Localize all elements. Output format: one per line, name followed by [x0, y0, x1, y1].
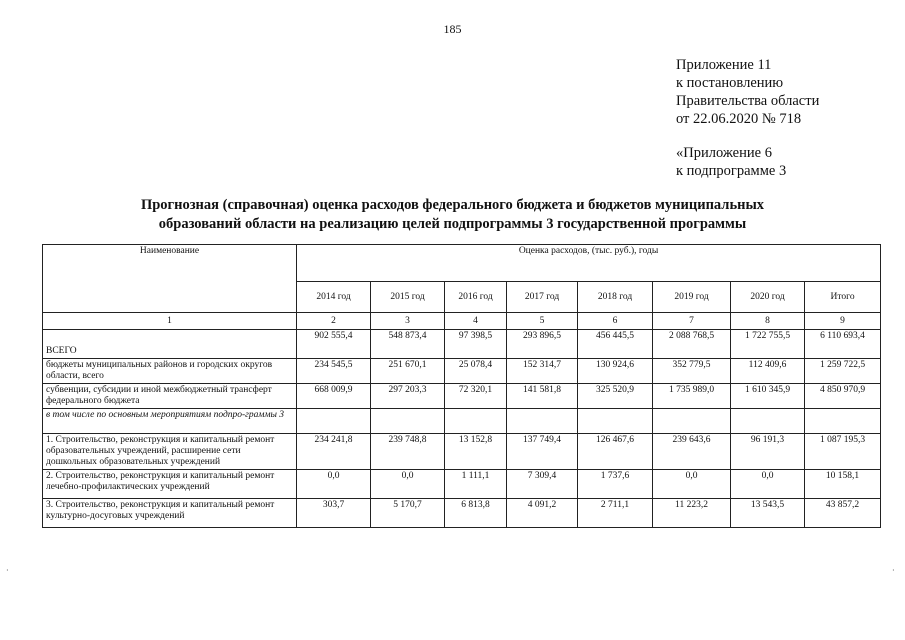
column-number: 3 — [371, 313, 445, 330]
cell-value: 1 737,6 — [578, 470, 653, 499]
cell-value: 456 445,5 — [578, 330, 653, 359]
cell-value: 0,0 — [371, 470, 445, 499]
header-year: 2019 год — [653, 282, 731, 313]
expenditure-table — [42, 244, 881, 528]
column-number: 6 — [578, 313, 653, 330]
table-row — [43, 384, 881, 409]
cell-value: 293 896,5 — [507, 330, 578, 359]
row-name: 3. Строительство, реконструкция и капитальный ремонт культурно-досуговых учреждений — [43, 499, 297, 528]
cell-value: 548 873,4 — [371, 330, 445, 359]
table-row — [43, 434, 881, 470]
table-row — [43, 470, 881, 499]
cell-value: 0,0 — [297, 470, 371, 499]
cell-value — [507, 409, 578, 434]
cell-value: 234 241,8 — [297, 434, 371, 470]
cell-value: 25 078,4 — [445, 359, 507, 384]
cell-value: 5 170,7 — [371, 499, 445, 528]
cell-value: 1 735 989,0 — [653, 384, 731, 409]
cell-value: 0,0 — [731, 470, 805, 499]
cell-value: 141 581,8 — [507, 384, 578, 409]
appendix-line: к постановлению — [676, 75, 784, 91]
row-name: в том числе по основным мероприятиям подпро-граммы 3 — [43, 409, 297, 434]
cell-value — [578, 409, 653, 434]
cell-value: 234 545,5 — [297, 359, 371, 384]
header-year: 2018 год — [578, 282, 653, 313]
column-number: 8 — [731, 313, 805, 330]
scan-edge-mark: · — [6, 566, 9, 575]
appendix-line: от 22.06.2020 № 718 — [676, 111, 802, 127]
cell-value: 72 320,1 — [445, 384, 507, 409]
row-name: 2. Строительство, реконструкция и капитальный ремонт лечебно-профилактических учреждений — [43, 470, 297, 499]
cell-value: 126 467,6 — [578, 434, 653, 470]
cell-value: 1 722 755,5 — [731, 330, 805, 359]
appendix-line: «Приложение 6 — [676, 145, 772, 161]
cell-value: 239 748,8 — [371, 434, 445, 470]
cell-value: 1 610 345,9 — [731, 384, 805, 409]
column-number: 4 — [445, 313, 507, 330]
cell-value — [805, 409, 881, 434]
cell-value: 4 091,2 — [507, 499, 578, 528]
table-row-total — [43, 330, 881, 359]
cell-value: 1 111,1 — [445, 470, 507, 499]
cell-value: 152 314,7 — [507, 359, 578, 384]
cell-value — [371, 409, 445, 434]
header-year: 2016 год — [445, 282, 507, 313]
row-name: бюджеты муниципальных районов и городских округов области, всего — [43, 359, 297, 384]
table-row — [43, 499, 881, 528]
cell-value: 352 779,5 — [653, 359, 731, 384]
cell-value: 11 223,2 — [653, 499, 731, 528]
cell-value: 2 088 768,5 — [653, 330, 731, 359]
table-row — [43, 359, 881, 384]
cell-value — [297, 409, 371, 434]
cell-value: 4 850 970,9 — [805, 384, 881, 409]
cell-value: 251 670,1 — [371, 359, 445, 384]
cell-value: 902 555,4 — [297, 330, 371, 359]
cell-value: 137 749,4 — [507, 434, 578, 470]
cell-value: 6 110 693,4 — [805, 330, 881, 359]
table-row-subheading — [43, 409, 881, 434]
cell-value: 1 087 195,3 — [805, 434, 881, 470]
cell-value: 96 191,3 — [731, 434, 805, 470]
header-name: Наименование — [43, 245, 297, 313]
cell-value: 0,0 — [653, 470, 731, 499]
appendix-line: к подпрограмме 3 — [676, 163, 787, 179]
title-line: Прогнозная (справочная) оценка расходов федерального бюджета и бюджетов муниципальных — [140, 197, 765, 213]
scan-edge-mark: · — [892, 566, 895, 575]
cell-value — [445, 409, 507, 434]
cell-value — [731, 409, 805, 434]
cell-value: 112 409,6 — [731, 359, 805, 384]
cell-value: 7 309,4 — [507, 470, 578, 499]
column-number: 9 — [805, 313, 881, 330]
cell-value: 297 203,3 — [371, 384, 445, 409]
header-total: Итого — [805, 282, 881, 313]
cell-value: 325 520,9 — [578, 384, 653, 409]
appendix-line: Приложение 11 — [676, 57, 772, 73]
cell-value: 239 643,6 — [653, 434, 731, 470]
appendix-line: Правительства области — [676, 93, 820, 109]
subprogram-appendix-reference — [676, 144, 786, 180]
header-year: 2014 год — [297, 282, 371, 313]
cell-value: 130 924,6 — [578, 359, 653, 384]
title-line: образований области на реализацию целей подпрограммы 3 государственной программы — [158, 216, 747, 232]
header-expense-estimate: Оценка расходов, (тыс. руб.), годы — [297, 245, 881, 282]
cell-value: 97 398,5 — [445, 330, 507, 359]
header-year: 2017 год — [507, 282, 578, 313]
header-year: 2015 год — [371, 282, 445, 313]
row-name: ВСЕГО — [43, 330, 297, 359]
header-year: 2020 год — [731, 282, 805, 313]
cell-value: 6 813,8 — [445, 499, 507, 528]
cell-value: 2 711,1 — [578, 499, 653, 528]
column-number: 2 — [297, 313, 371, 330]
cell-value: 668 009,9 — [297, 384, 371, 409]
column-number: 1 — [43, 313, 297, 330]
row-name: субвенции, субсидии и иной межбюджетный трансферт федерального бюджета — [43, 384, 297, 409]
cell-value: 1 259 722,5 — [805, 359, 881, 384]
cell-value: 10 158,1 — [805, 470, 881, 499]
document-title — [0, 196, 905, 234]
cell-value: 303,7 — [297, 499, 371, 528]
column-number: 5 — [507, 313, 578, 330]
page-number: 185 — [443, 22, 462, 36]
cell-value: 13 543,5 — [731, 499, 805, 528]
cell-value: 13 152,8 — [445, 434, 507, 470]
cell-value — [653, 409, 731, 434]
column-number: 7 — [653, 313, 731, 330]
row-name: 1. Строительство, реконструкция и капитальный ремонт образовательных учреждений, расширение сети дошкольных образовательных учреждений — [43, 434, 297, 470]
column-number-row — [43, 313, 881, 330]
cell-value: 43 857,2 — [805, 499, 881, 528]
appendix-reference — [676, 56, 819, 128]
